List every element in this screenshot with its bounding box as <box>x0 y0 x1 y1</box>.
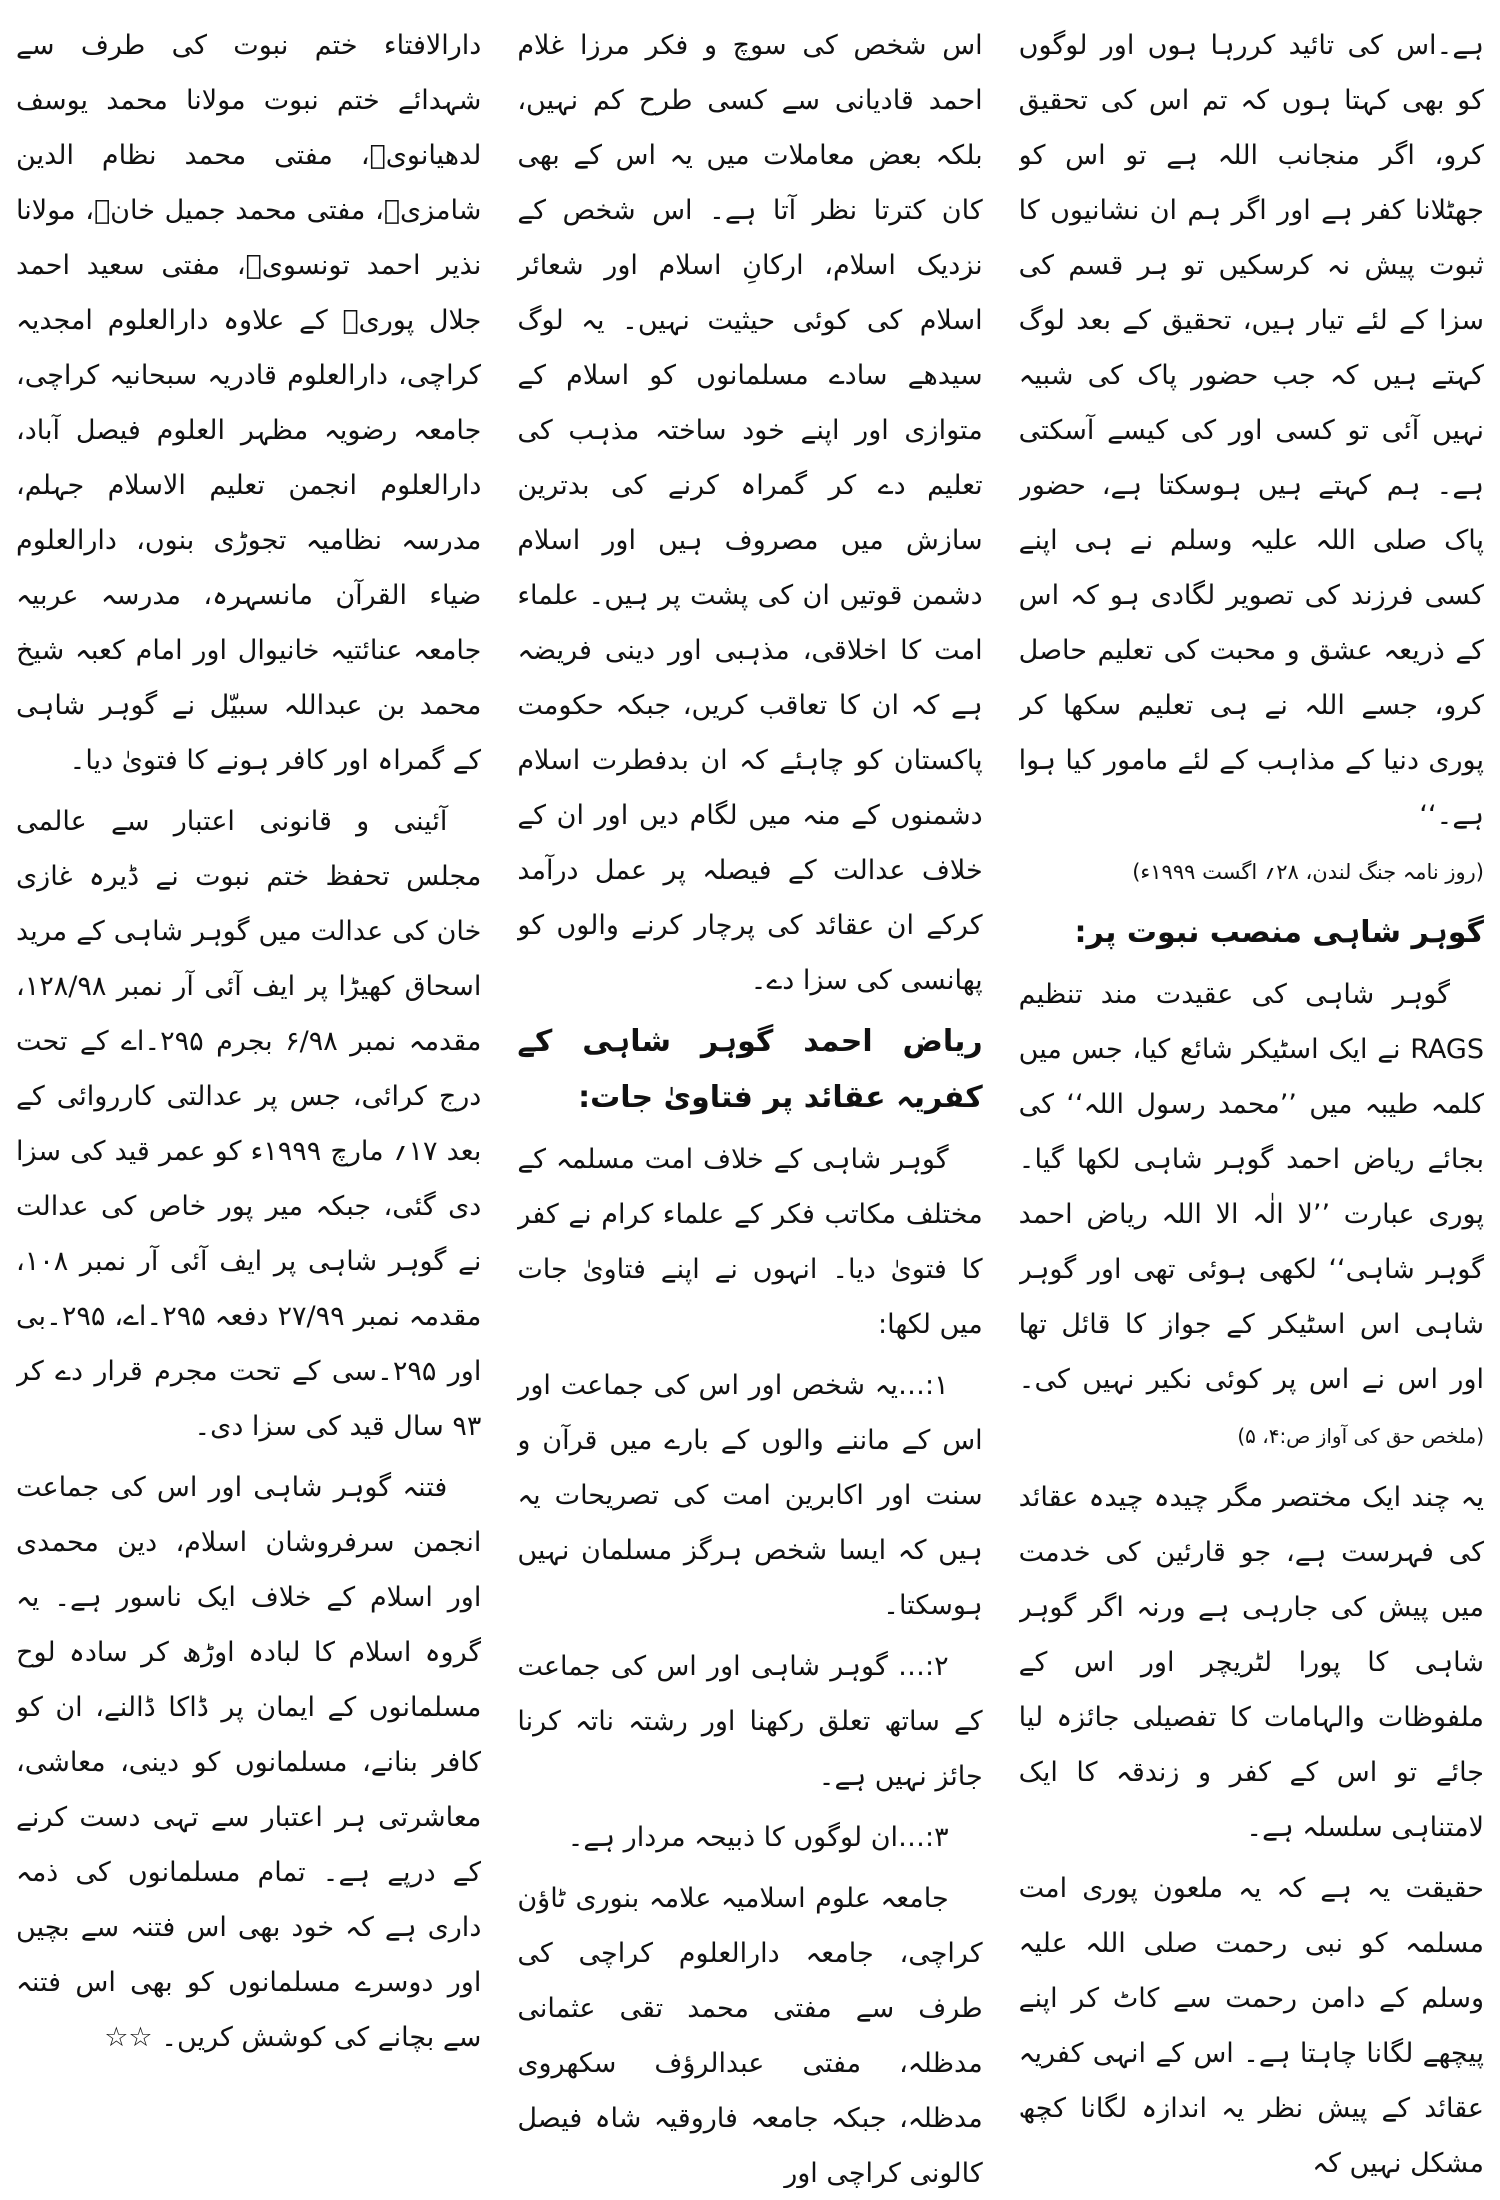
article-paragraph: یہ چند ایک مختصر مگر چیدہ چیدہ عقائد کی فہرست ہے، جو قارئین کی خدمت میں پیش کی جارہی ہے ورنہ اگر گوہر شاہی کا پورا لٹریچر اور اس کے ملفوظات والہامات کا تفصیلی جائزہ لیا جائے تو اس کے کفر و زندقہ کا ایک لامتناہی سلسلہ ہے۔ <box>1018 1482 1484 1843</box>
article-paragraph: فتنہ گوہر شاہی اور اس کی جماعت انجمن سرفروشان اسلام، دین محمدی اور اسلام کے خلاف ایک ناسور ہے۔ یہ گروہ اسلام کا لبادہ اوڑھ کر سادہ لوح مسلمانوں کے ایمان پر ڈاکا ڈالنے، ان کو کافر بنانے، مسلمانوں کو دینی، معاشی، معاشرتی ہر اعتبار سے تہی دست کرنے کے درپے ہے۔ تمام مسلمانوں کی ذمہ داری ہے کہ خود بھی اس فتنہ سے بچیں اور دوسرے مسلمانوں کو بھی اس فتنہ سے بچانے کی کوشش کریں۔ ☆☆ <box>16 1472 482 2053</box>
article-paragraph: دارالافتاء ختم نبوت کی طرف سے شہدائے ختم نبوت مولانا محمد یوسف لدھیانویؒ، مفتی محمد نظام الدین شامزیؒ، مفتی محمد جمیل خانؒ، مولانا نذیر احمد تونسویؒ، مفتی سعید احمد جلال پوریؒ کے علاوہ دارالعلوم امجدیہ کراچی، دارالعلوم قادریہ سبحانیہ کراچی، جامعہ رضویہ مظہر العلوم فیصل آباد، دارالعلوم انجمن تعلیم الاسلام جہلم، مدرسہ نظامیہ تجوڑی بنوں، دارالعلوم ضیاء القرآن مانسہرہ، مدرسہ عربیہ جامعہ عنائتیہ خانیوال اور امام کعبہ شیخ محمد بن عبداللہ سبیّل نے گوہر شاہی کے گمراہ اور کافر ہونے کا فتویٰ دیا۔ <box>16 30 482 776</box>
column-right <box>1019 18 1484 2188</box>
article-paragraph: گوہر شاہی کے خلاف امت مسلمہ کے مختلف مکاتب فکر کے علماء کرام نے کفر کا فتویٰ دیا۔ انہوں نے اپنے فتاویٰ جات میں لکھا: <box>517 1144 983 1340</box>
fatwa-point: ۳:…ان لوگوں کا ذبیحہ مردار ہے۔ <box>567 1822 949 1853</box>
column-left <box>16 18 481 2188</box>
article-paragraph: حقیقت یہ ہے کہ یہ ملعون پوری امت مسلمہ کو نبی رحمت صلی اللہ علیہ وسلم کے دامن رحمت سے کاٹ کر اپنے پیچھے لگانا چاہتا ہے۔ اس کے انہی کفریہ عقائد کے پیش نظر یہ اندازہ لگانا کچھ مشکل نہیں کہ <box>1018 1873 1484 2179</box>
source-citation: (روز نامہ جنگ لندن، ۲۸؍ اگست ۱۹۹۹ء) <box>1132 860 1484 884</box>
article-paragraph <box>1019 967 1484 1464</box>
article-paragraph: اس شخص کی سوچ و فکر مرزا غلام احمد قادیانی سے کسی طرح کم نہیں، بلکہ بعض معاملات میں یہ اس کے بھی کان کترتا نظر آتا ہے۔ اس شخص کے نزدیک اسلام، ارکانِ اسلام اور شعائر اسلام کی کوئی حیثیت نہیں۔ یہ لوگ سیدھے سادے مسلمانوں کو اسلام کے متوازی اور اپنے خود ساختہ مذہب کی تعلیم دے کر گمراہ کرنے کی بدترین سازش میں مصروف ہیں اور اسلام دشمن قوتیں ان کی پشت پر ہیں۔ علماء امت کا اخلاقی، مذہبی اور دینی فریضہ ہے کہ ان کا تعاقب کریں، جبکہ حکومت پاکستان کو چاہئے کہ ان بدفطرت اسلام دشمنوں کے منہ میں لگام دیں اور ان کے خلاف عدالت کے فیصلہ پر عمل درآمد کرکے ان عقائد کی پرچار کرنے والوں کو پھانسی کی سزا دے۔ <box>517 30 983 996</box>
fatwa-point: ۱:…یہ شخص اور اس کی جماعت اور اس کے ماننے والوں کے بارے میں قرآن و سنت اور اکابرین امت کی تصریحات یہ ہیں کہ ایسا شخص ہرگز مسلمان نہیں ہوسکتا۔ <box>517 1370 983 1621</box>
section-heading: گوہر شاہی منصب نبوت پر: <box>1074 915 1484 950</box>
reference-note: (ملخص حق کی آواز ص:۴، ۵) <box>1237 1424 1484 1448</box>
paragraph-text: گوہر شاہی کی عقیدت مند تنظیم RAGS نے ایک اسٹیکر شائع کیا، جس میں کلمہ طیبہ میں ’’محمد رسول اللہ‘‘ کی بجائے ریاض احمد گوہر شاہی لکھا گیا۔ پوری عبارت ’’لا الٰہ الا اللہ ریاض احمد گوہر شاہی‘‘ لکھی ہوئی تھی اور گوہر شاہی اس اسٹیکر کے جواز کا قائل تھا اور اس نے اس پر کوئی نکیر نہیں کی۔ <box>1018 979 1484 1395</box>
article-paragraph: ہے۔اس کی تائید کررہا ہوں اور لوگوں کو بھی کہتا ہوں کہ تم اس کی تحقیق کرو، اگر منجانب اللہ ہے تو اس کو جھٹلانا کفر ہے اور اگر ہم ان نشانیوں کا ثبوت پیش نہ کرسکیں تو ہر قسم کی سزا کے لئے تیار ہیں، تحقیق کے بعد لوگ کہتے ہیں کہ جب حضور پاک کی شبیہ نہیں آئی تو کسی اور کی کیسے آسکتی ہے۔ ہم کہتے ہیں ہوسکتا ہے، حضور پاک صلی اللہ علیہ وسلم نے ہی اپنے کسی فرزند کی تصویر لگادی ہو کہ اس کے ذریعہ عشق و محبت کی تعلیم حاصل کرو، جسے اللہ نے ہی تعلیم سکھا کر پوری دنیا کے مذاہب کے لئے مامور کیا ہوا ہے۔‘‘ <box>1018 30 1484 831</box>
column-middle <box>517 18 982 2188</box>
article-paragraph: آئینی و قانونی اعتبار سے عالمی مجلس تحفظ ختم نبوت نے ڈیرہ غازی خان کی عدالت میں گوہر شاہی کے مرید اسحاق کھیڑا پر ایف آئی آر نمبر ۱۲۸/۹۸، مقدمہ نمبر ۶/۹۸ بجرم ۲۹۵۔اے کے تحت درج کرائی، جس پر عدالتی کارروائی کے بعد ۱۷؍ مارچ ۱۹۹۹ء کو عمر قید کی سزا دی گئی، جبکہ میر پور خاص کی عدالت نے گوہر شاہی پر ایف آئی آر نمبر ۱۰۸، مقدمہ نمبر ۲۷/۹۹ دفعہ ۲۹۵۔اے، ۲۹۵۔بی اور ۲۹۵۔سی کے تحت مجرم قرار دے کر ۹۳ سال قید کی سزا دی۔ <box>16 806 482 1442</box>
section-heading: ریاض احمد گوہر شاہی کے کفریہ عقائد پر فتاویٰ جات: <box>517 1024 983 1115</box>
article-paragraph: جامعہ علوم اسلامیہ علامہ بنوری ٹاؤن کراچی، جامعہ دارالعلوم کراچی کی طرف سے مفتی محمد تقی عثمانی مدظلہ، مفتی عبدالرؤف سکھروی مدظلہ، جبکہ جامعہ فاروقیہ شاہ فیصل کالونی کراچی اور <box>517 1883 983 2188</box>
fatwa-point: ۲:… گوہر شاہی اور اس کی جماعت کے ساتھ تعلق رکھنا اور رشتہ ناتہ کرنا جائز نہیں ہے۔ <box>517 1651 983 1792</box>
